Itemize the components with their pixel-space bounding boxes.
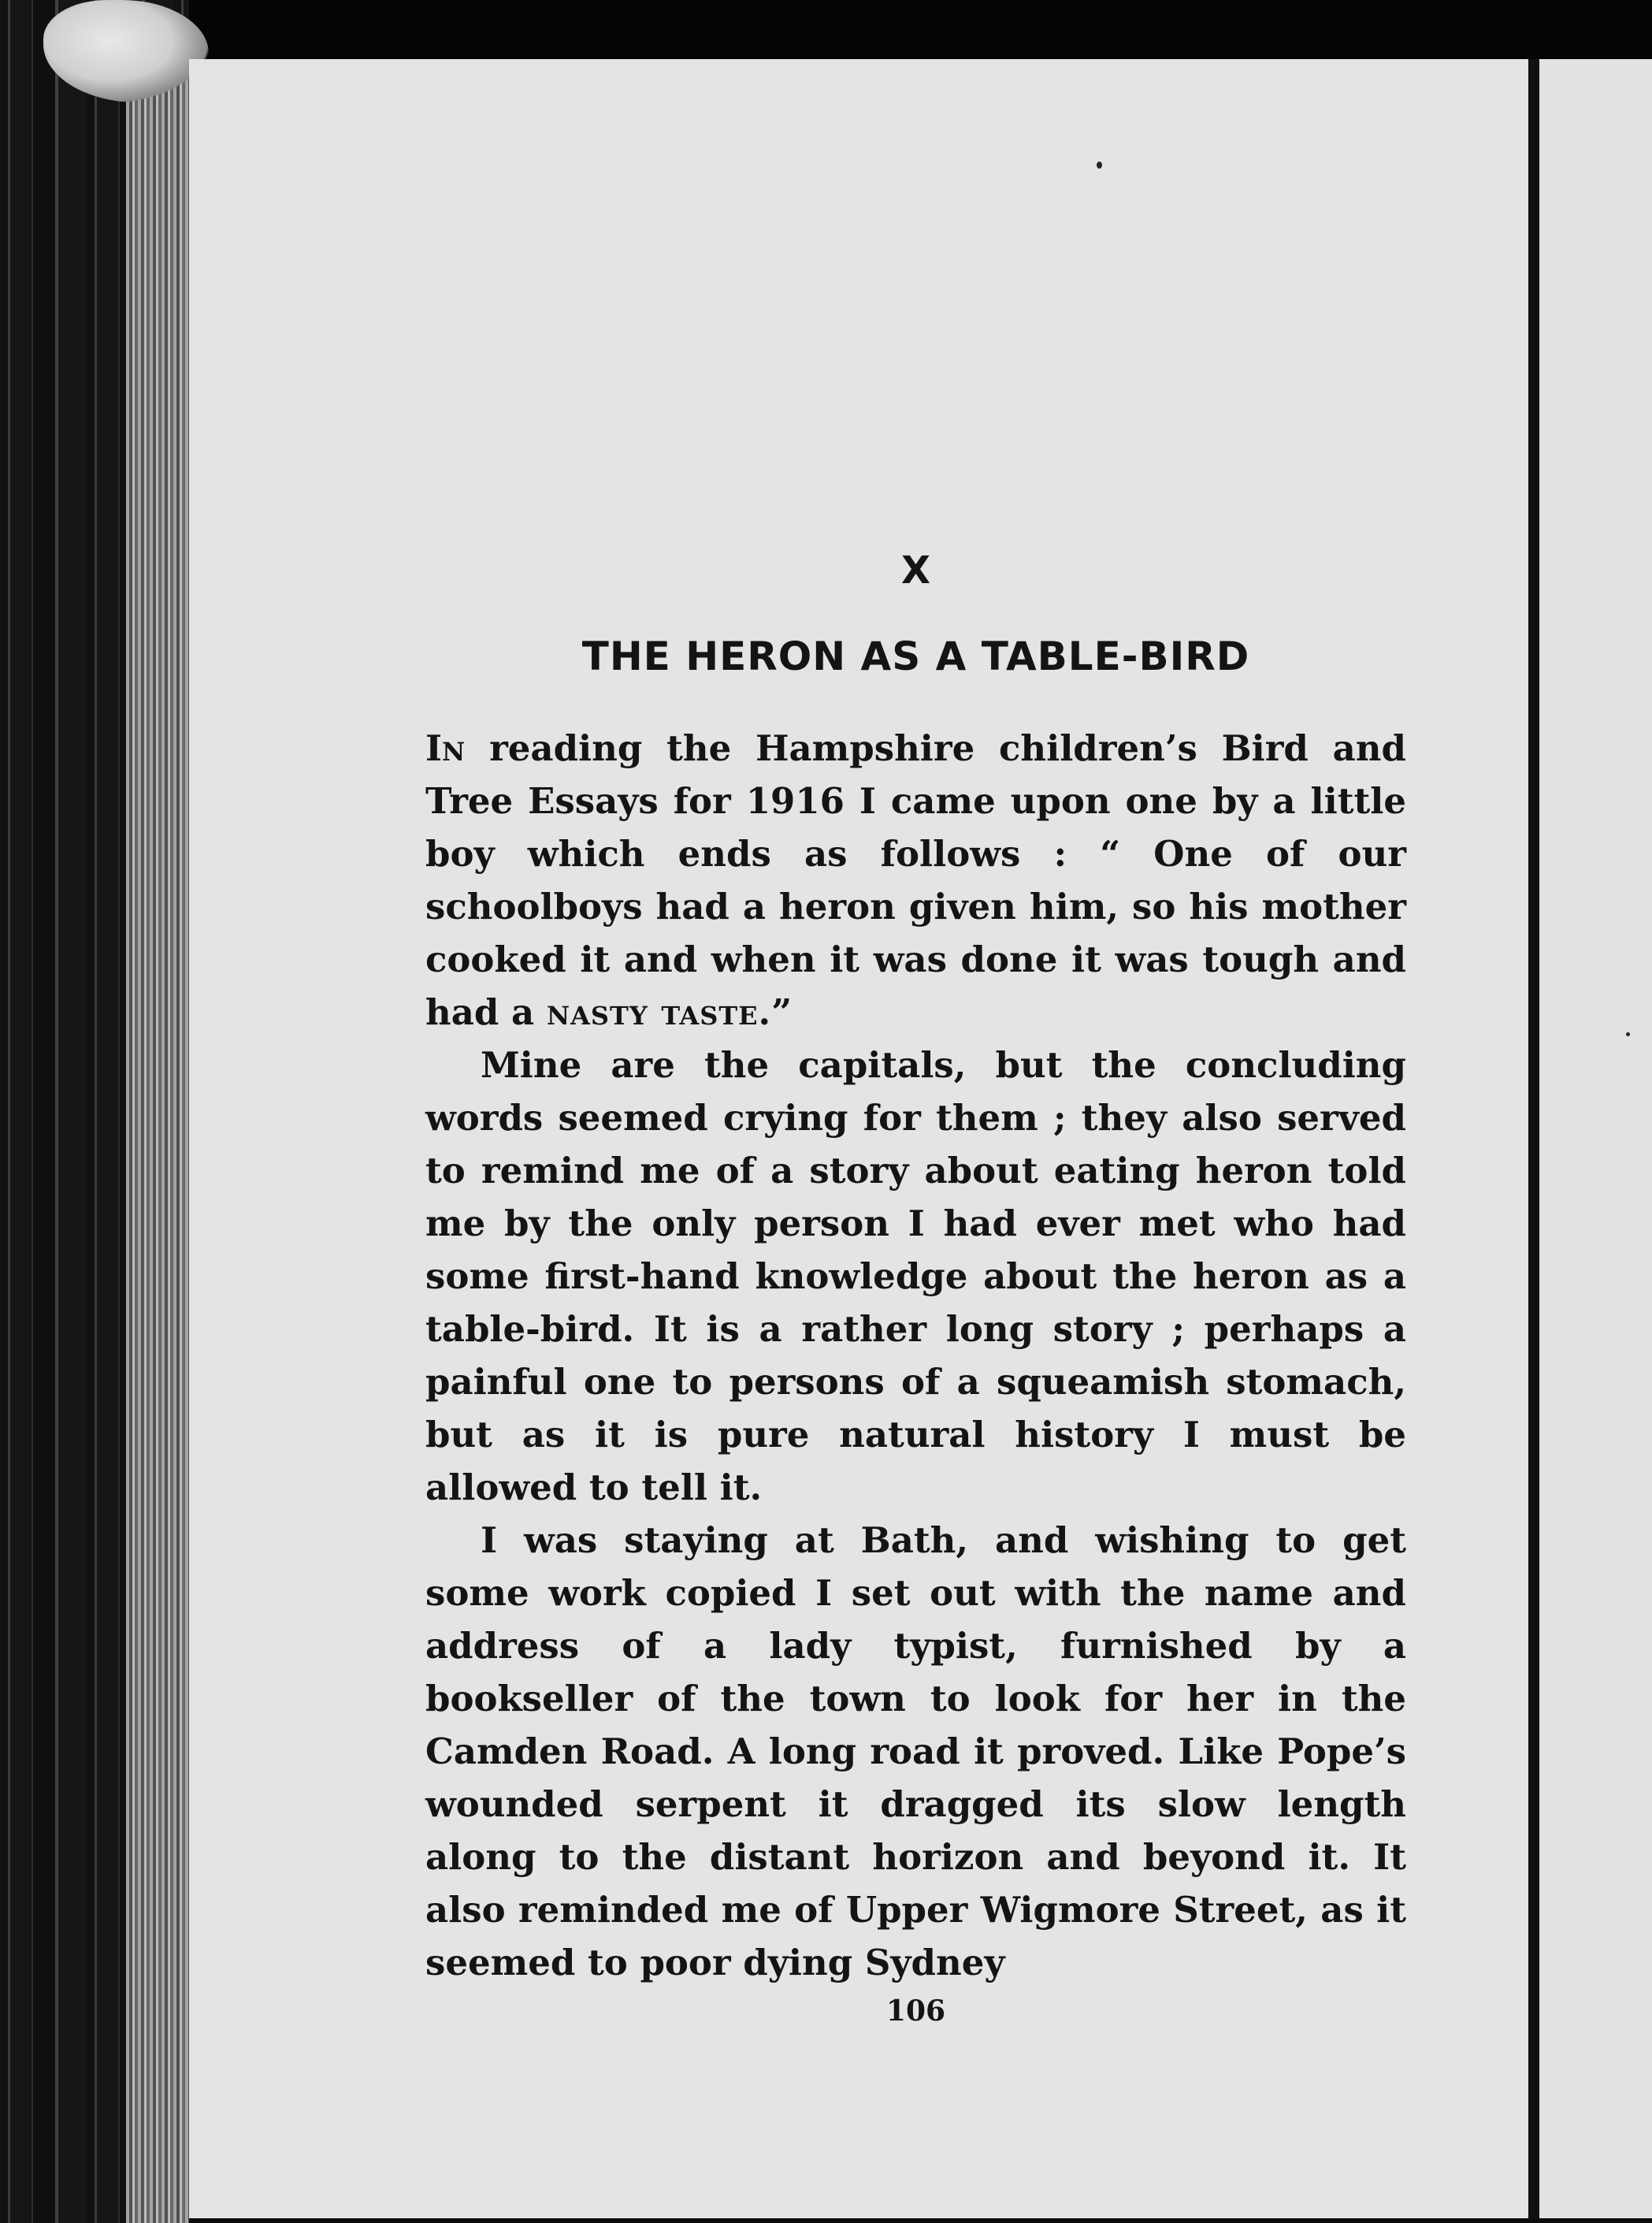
- paragraph-3: I was staying at Bath, and wishing to get some work copied I set out with the name and address of a lady typist, furnished by a bookseller of the town to look for her in the Camden Road. A long road it proved. Like Pope’s wounded serpent it dragged its slow length along to the distant horizon and beyond it. It also reminded me of Upper Wigmore Street, as it seemed to poor dying Sydney: [425, 1519, 1406, 1983]
- chapter-title: THE HERON AS A TABLE-BIRD: [581, 634, 1250, 679]
- scan-top-border: [0, 0, 1652, 63]
- page-edges: [126, 47, 189, 2223]
- paragraph-lead: In: [425, 727, 466, 769]
- smallcaps-phrase: nasty taste.: [546, 991, 772, 1033]
- paragraph-1: [425, 722, 1406, 1039]
- page-content: [425, 548, 1406, 2028]
- facing-page-edge: [1528, 59, 1652, 2218]
- ink-speck: [1626, 1032, 1630, 1036]
- page-number: 106: [885, 1994, 946, 2028]
- ink-speck: [1097, 162, 1102, 169]
- chapter-number: X: [900, 548, 930, 593]
- closing-quote: ”: [771, 991, 793, 1033]
- paragraph-2: Mine are the capitals, but the concluding words seemed crying for them ; they also served to remind me of a story about eating heron told me by the only person I had ever met who had some first-hand knowledge about the heron as a table-bird. It is a rather long story ; perhaps a painful one to persons of a squeamish stomach, but as it is pure natural history I must be allowed to tell it.: [425, 1044, 1406, 1508]
- paragraph-text: reading the Hampshire children’s Bird and Tree Essays for 1916 I came upon one by a little boy which ends as follows : “ One of our schoolboys had a heron given him, so his mother cooked it and when it was done it was tough and had a: [425, 727, 1406, 1033]
- chapter-body: [425, 722, 1406, 1989]
